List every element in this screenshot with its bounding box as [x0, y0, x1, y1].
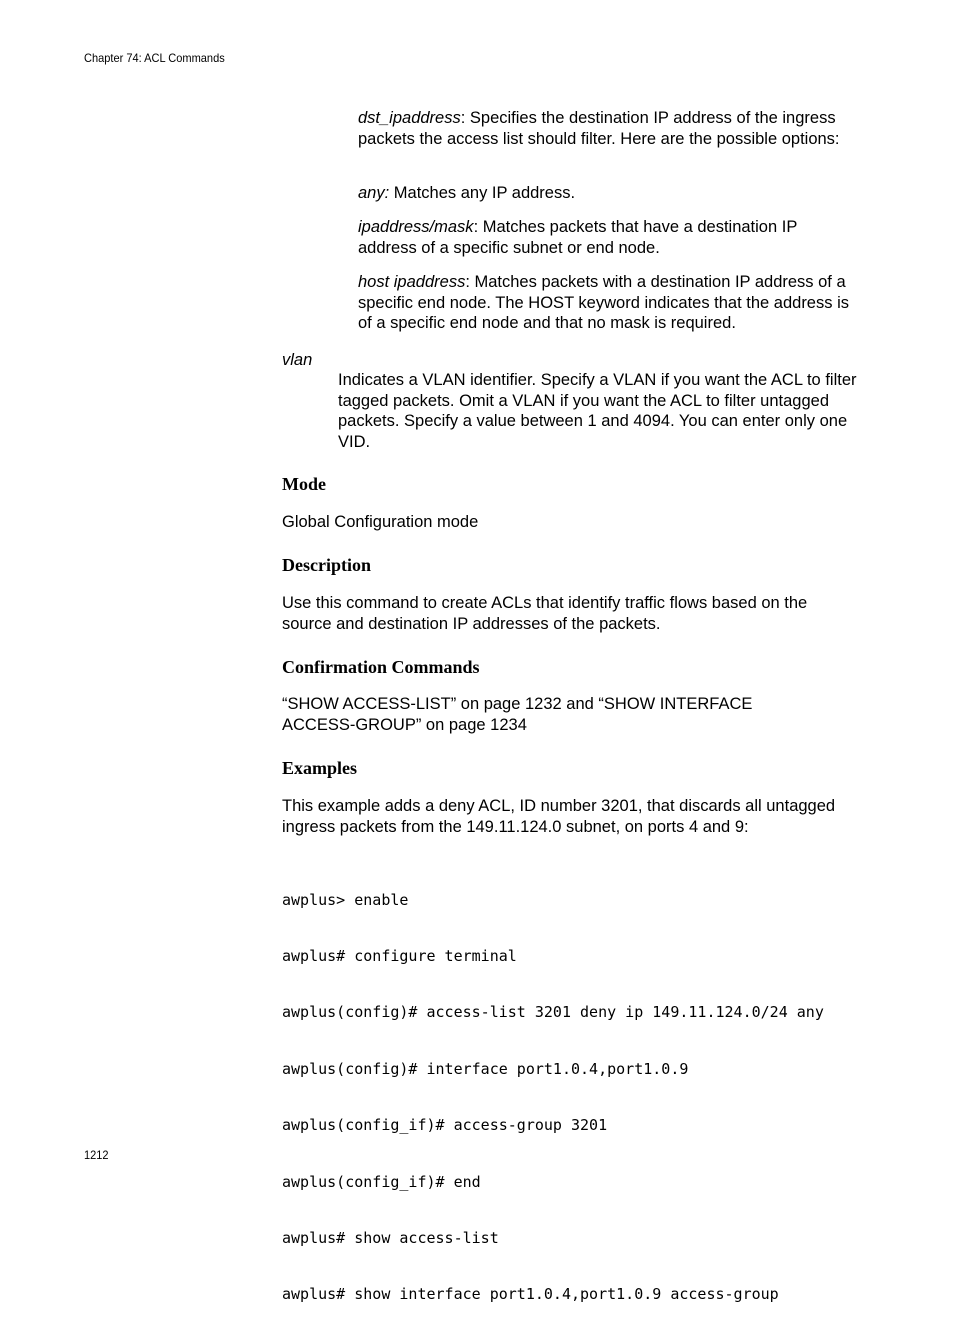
confirmation-heading: Confirmation Commands — [282, 657, 480, 677]
option-term: ipaddress/mask — [358, 218, 474, 236]
code-line: awplus> enable — [282, 890, 409, 909]
running-header: Chapter 74: ACL Commands — [84, 51, 225, 65]
option-any — [358, 183, 858, 204]
code-line: awplus(config)# interface port1.0.4,port1.0.9 — [282, 1059, 689, 1078]
option-text: Matches any IP address. — [389, 184, 576, 202]
param-vlan-term — [282, 350, 312, 371]
param-term: vlan — [282, 351, 313, 369]
mode-heading: Mode — [282, 474, 326, 494]
code-line: awplus# show access-list — [282, 1228, 499, 1247]
mode-text: Global Configuration mode — [282, 513, 479, 531]
param-vlan-description: Indicates a VLAN identifier. Specify a VLAN if you want the ACL to filter tagged packets. Omit a VLAN if you want the ACL to filter untagged packets. Specify a value between 1 and 4094. You can enter only one VID. — [338, 371, 857, 451]
option-term: any: — [358, 184, 390, 202]
code-line: awplus(config_if)# end — [282, 1172, 481, 1191]
code-line: awplus# configure terminal — [282, 946, 517, 965]
code-line: awplus(config_if)# access-group 3201 — [282, 1116, 608, 1135]
option-ipaddress-mask — [358, 217, 858, 258]
option-host-ipaddress — [358, 272, 858, 334]
description-text: Use this command to create ACLs that identify traffic flows based on the source and destination IP addresses of the packets. — [282, 594, 808, 633]
confirmation-text: “SHOW ACCESS-LIST” on page 1232 and “SHOW INTERFACE ACCESS-GROUP” on page 1234 — [282, 695, 753, 734]
code-line: awplus(config)# access-list 3201 deny ip 149.11.124.0/24 any — [282, 1003, 824, 1022]
param-term: dst_ipaddress — [358, 109, 461, 127]
page-number: 1212 — [84, 1148, 109, 1162]
examples-text: This example adds a deny ACL, ID number 3201, that discards all untagged ingress packets from the 149.11.124.0 subnet, on ports 4 and 9: — [282, 797, 836, 836]
code-line: awplus# show interface port1.0.4,port1.0.9 access-group — [282, 1285, 779, 1304]
param-dst-ipaddress — [358, 108, 858, 149]
option-text: : Matches packets that have a destination IP address of a specific subnet or end node. — [358, 218, 798, 257]
examples-heading: Examples — [282, 758, 358, 778]
code-example — [282, 853, 824, 1323]
description-heading: Description — [282, 555, 371, 575]
option-term: host ipaddress — [358, 273, 466, 291]
param-text: : Specifies the destination IP address of the ingress packets the access list should filter. Here are the possible options: — [358, 109, 840, 148]
option-text: : Matches packets with a destination IP address of a specific end node. The HOST keyword indicates that the address is of a specific end node and that no mask is required. — [358, 273, 849, 333]
